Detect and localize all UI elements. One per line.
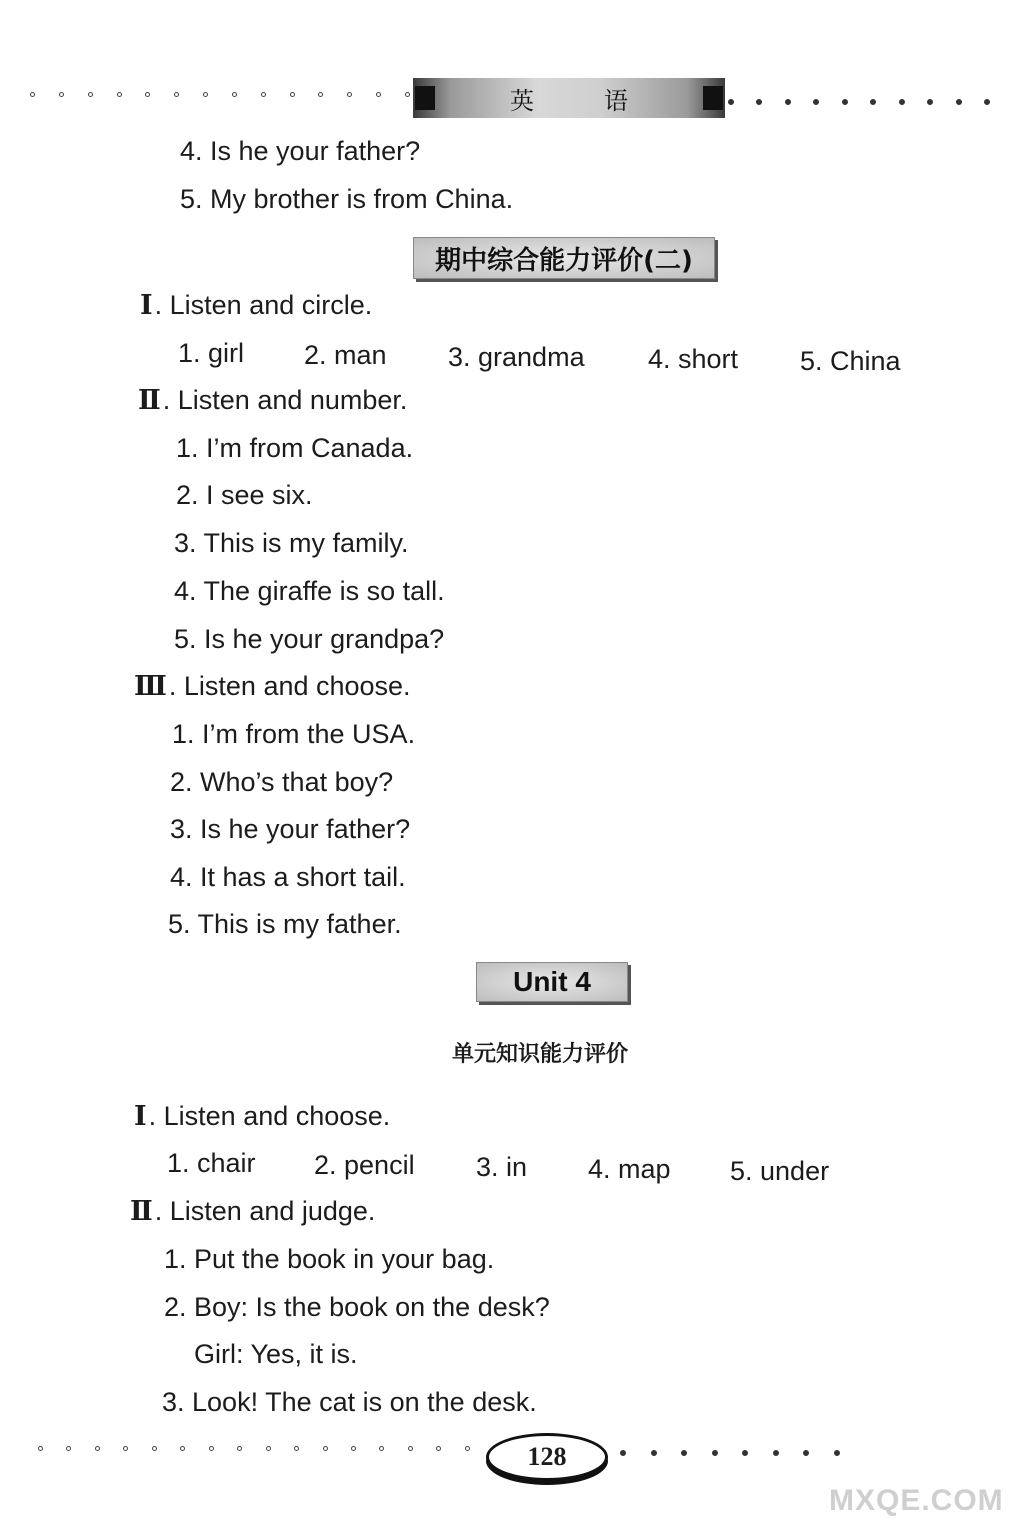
unit-section-1-instruction: . Listen and choose.: [148, 1101, 391, 1131]
footer-dots-left: [38, 1443, 470, 1453]
unit-section-1-heading: [134, 1100, 390, 1133]
midterm-section-3-item-3: 3. Is he your father?: [170, 814, 411, 844]
footer-dots-right: [620, 1448, 840, 1458]
midterm-section-2-item-1: 1. I’m from Canada.: [176, 433, 414, 463]
midterm-section-3-heading: [134, 670, 411, 703]
midterm-section-1-roman: Ⅰ: [140, 290, 153, 321]
midterm-section-2-item-3: 3. This is my family.: [174, 528, 409, 558]
midterm-section-1-option-2: 2. man: [304, 340, 387, 370]
header-dots-right: [728, 97, 990, 107]
midterm-section-1-heading: [140, 289, 372, 322]
midterm-section-3-item-5: 5. This is my father.: [168, 909, 402, 939]
unit-section-2-instruction: . Listen and judge.: [154, 1196, 376, 1226]
unit-section-1-option-3: 3. in: [476, 1152, 528, 1182]
watermark-text: MXQE.COM: [829, 1484, 1004, 1517]
unit-section-1-option-4: 4. map: [588, 1154, 671, 1184]
header-dots-left: [30, 89, 410, 99]
unit-section-1-option-5: 5. under: [730, 1156, 830, 1186]
midterm-section-1-option-4: 4. short: [648, 344, 739, 374]
header-banner: [413, 78, 725, 118]
unit-section-1-option-1: 1. chair: [167, 1148, 256, 1178]
watermark-logo: [815, 1428, 1005, 1518]
midterm-section-2-item-5: 5. Is he your grandpa?: [174, 624, 445, 654]
header-subject-char-2: 语: [604, 86, 628, 115]
unit-section-1-roman: Ⅰ: [134, 1101, 147, 1132]
midterm-section-3-item-1: 1. I’m from the USA.: [172, 719, 416, 749]
unit-section-2-item-3: 3. Look! The cat is on the desk.: [162, 1387, 537, 1417]
unit-section-2-item-2-reply: Girl: Yes, it is.: [194, 1339, 358, 1369]
unit-section-2-item-2: 2. Boy: Is the book on the desk?: [164, 1292, 550, 1322]
top-line-4: 4. Is he your father?: [180, 136, 421, 166]
unit-section-2-item-1: 1. Put the book in your bag.: [164, 1244, 495, 1274]
unit-title-text: Unit 4: [513, 966, 591, 997]
midterm-section-1-option-1: 1. girl: [178, 338, 245, 368]
midterm-section-3-roman: Ⅲ: [134, 671, 167, 702]
banner-left-cap: [415, 86, 435, 110]
unit-section-1-option-2: 2. pencil: [314, 1150, 415, 1180]
midterm-section-1-instruction: . Listen and circle.: [154, 290, 373, 320]
unit-section-2-roman: Ⅱ: [130, 1196, 153, 1227]
midterm-section-2-item-4: 4. The giraffe is so tall.: [174, 576, 445, 606]
page-number: 128: [527, 1442, 567, 1471]
unit-subtitle: 单元知识能力评价: [452, 1042, 629, 1067]
midterm-section-3-item-4: 4. It has a short tail.: [170, 862, 406, 892]
midterm-section-2-roman: Ⅱ: [138, 385, 161, 416]
midterm-title-text: 期中综合能力评价(二): [435, 245, 693, 276]
midterm-section-2-instruction: . Listen and number.: [162, 385, 408, 415]
midterm-section-2-item-2: 2. I see six.: [176, 480, 313, 510]
midterm-title: [413, 237, 715, 279]
unit-section-2-heading: [130, 1195, 375, 1228]
page-number-badge: [486, 1433, 608, 1481]
midterm-section-1-option-3: 3. grandma: [448, 342, 585, 372]
midterm-section-3-instruction: . Listen and choose.: [168, 671, 411, 701]
header-subject-char-1: 英: [510, 86, 534, 115]
midterm-section-3-item-2: 2. Who’s that boy?: [170, 767, 394, 797]
unit-title: [476, 962, 628, 1002]
midterm-section-1-option-5: 5. China: [800, 346, 901, 376]
midterm-section-2-heading: [138, 384, 407, 417]
top-line-5: 5. My brother is from China.: [180, 184, 514, 214]
banner-right-cap: [703, 86, 723, 110]
